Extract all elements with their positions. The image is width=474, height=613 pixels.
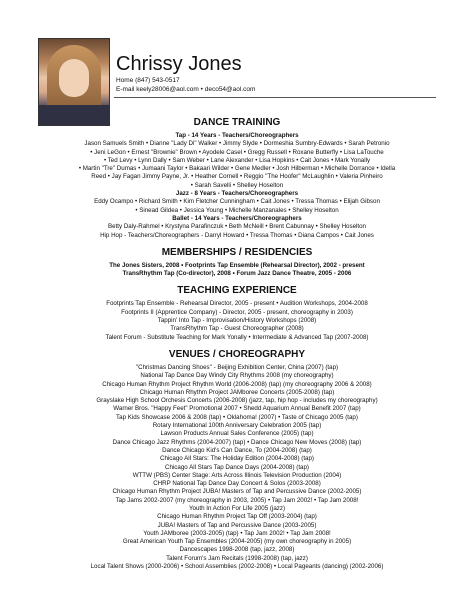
- teaching-line: Footprints II (Apprentice Company) - Director, 2005 - present, choreography in 2003): [121, 308, 353, 316]
- teaching-line: Footprints Tap Ensemble - Rehearsal Director, 2005 - present • Audition Workshops, 2004-2008: [106, 300, 368, 308]
- venue-line: Chicago Human Rhythm Project Tap Off (2003-2004) (tap): [157, 513, 317, 521]
- membership-line: TransRhythm Tap (Co-director), 2008 • Forum Jazz Dance Theatre, 2005 - 2006: [122, 270, 352, 278]
- training-line: Reed • Jay Fagan Jimmy Payne, Jr. • Heather Cornell • Reggio "The Hoofer" McLaughlin • Valeria Pinheiro: [91, 173, 383, 181]
- section-title-dance-training: DANCE TRAINING: [193, 117, 281, 128]
- venue-line: Local Talent Shows (2000-2006) • School Assemblies (2002-2008) • Local Pageants (dancing) (2002-2006): [90, 563, 384, 571]
- teaching-line: Tappin' Into Tap - Improvisation/History Workshops (2008): [157, 317, 317, 325]
- training-line: Jason Samuels Smith • Dianne "Lady Di" Walker • Jimmy Slyde • Dormeshia Sumbry-Edwards • Sarah Petronio: [84, 140, 390, 148]
- profile-photo: [38, 38, 110, 126]
- candidate-name: Chrissy Jones: [116, 53, 242, 75]
- resume-body: [36, 116, 438, 571]
- venue-line: "Christmas Dancing Shoes" - Beijing Exhibition Center, China (2007) (tap): [135, 363, 339, 371]
- training-line: • Martin "Tre" Dumas • Jumaani Taylor • Bakaari Wilder • Gene Medler • Josh Hilberman • Michelle Dorrance • Idella: [78, 165, 396, 173]
- section-title-venues: VENUES / CHOREOGRAPHY: [168, 348, 306, 360]
- training-line: Jazz - 8 Years - Teachers/Choreographers: [175, 190, 299, 198]
- venue-line: Dance Chicago Jazz Rhythms (2004-2007) (tap) • Dance Chicago New Moves (2008) (tap): [112, 438, 362, 446]
- venue-line: CHRP National Tap Dance Day Concert & Solos (2003-2008): [153, 480, 321, 488]
- venue-line: Tap Jams 2002-2007 (my choreography in 2003, 2005) • Tap Jam 2002! • Tap Jam 2008!: [115, 496, 359, 504]
- email-addresses: E-mail keely28006@aol.com • deco54@aol.com: [116, 86, 256, 93]
- venue-line: Chicago Human Rhythm Project Rhythm World (2006-2008) (tap) (my choreography 2006 & 2008): [102, 380, 372, 388]
- venue-line: Grayslake High School Orchesis Concerts (2006-2008) (jazz, tap, hip hop - includes my choreography): [96, 397, 378, 405]
- venue-line: Dancescapes 1998-2008 (tap, jazz, 2008): [179, 546, 295, 554]
- venue-line: Great American Youth Tap Ensembles (2004-2005) (my own choreography in 2005): [122, 538, 352, 546]
- teaching-line: Talent Forum - Substitute Teaching for Mark Yonally • Intermediate & Advanced Tap (2007-2008): [105, 333, 369, 341]
- venue-line: Chicago Human Rhythm Project JAMboree Concerts (2005-2008) (tap): [139, 388, 335, 396]
- venue-line: Chicago All Stars Tap Dance Days (2004-2008) (tap): [165, 463, 309, 471]
- venue-line: Lawson Products Annual Sales Conference (2005) (tap): [160, 430, 314, 438]
- venue-line: Chicago All Stars: The Holiday Edition (2004-2008) (tap): [160, 455, 314, 463]
- home-phone: Home (847) 543-0517: [116, 77, 180, 84]
- venue-line: Dance Chicago Kid's Can Dance, To (2004-2008) (tap): [162, 446, 312, 454]
- header-divider: [114, 97, 436, 98]
- venue-line: Youth JAMboree (2003-2005) (tap) • Tap Jam 2002! • Tap Jam 2008!: [143, 529, 331, 537]
- training-line: • Sarah Savelli • Shelley Hoselton: [190, 181, 284, 189]
- training-line: • Jeni LeGon • Ernest "Brownie" Brown • Ayodele Casel • Gregg Russell • Roxane Butterfly • Lisa LaTouche: [90, 148, 384, 156]
- training-line: Tap - 14 Years - Teachers/Choreographers: [175, 132, 299, 139]
- training-line: • Sinead Gildea • Jessica Young • Michelle Manzanales • Shelley Hoselton: [135, 206, 339, 214]
- venue-line: Rotary International 100th Anniversary Celebration 2005 (tap): [152, 422, 322, 430]
- training-line: Betty Daly-Rahmel • Krystyna Parafinczuk • Beth McNeill • Brent Cabunnay • Shelley Hoselton: [108, 223, 366, 231]
- membership-line: The Jones Sisters, 2008 • Footprints Tap Ensemble (Rehearsal Director), 2002 - present: [109, 261, 365, 269]
- venue-line: Youth In Action For Life 2005 (jazz): [188, 504, 286, 512]
- venue-line: Chicago Human Rhythm Project JUBA! Masters of Tap and Percussive Dance (2002-2005): [112, 488, 362, 496]
- teaching-line: TransRhythm Tap - Guest Choreographer (2008): [170, 325, 304, 333]
- section-title-teaching: TEACHING EXPERIENCE: [177, 285, 297, 297]
- venue-line: WTTW (PBS) Center Stage: Arts Across Illinois Television Production (2004): [132, 471, 342, 479]
- training-line: Eddy Ocampo • Richard Smith • Kim Fletcher Cunningham • Cait Jones • Tressa Thomas • Elijah Gibson: [94, 198, 380, 206]
- contact-info: [116, 76, 255, 94]
- training-line: • Ted Levy • Lynn Dally • Sam Weber • Lane Alexander • Lisa Hopkins • Cait Jones • Mark Yonally: [103, 156, 371, 164]
- venue-line: National Tap Dance Day Windy City Rhythms 2008 (my choreography): [140, 372, 334, 380]
- training-line: Ballet - 14 Years - Teachers/Choreographers: [172, 214, 302, 222]
- venue-line: Warner Bros. "Happy Feet" Promotional 2007 • Shedd Aquarium Annual Benefit 2007 (tap): [113, 405, 361, 413]
- venue-line: Tap Kids Showcase 2006 & 2008 (tap) • Oklahoma! (2007) • Taste of Chicago 2005 (tap): [116, 413, 358, 421]
- section-title-memberships: MEMBERSHIPS / RESIDENCIES: [161, 246, 313, 258]
- venue-line: JUBA! Masters of Tap and Percussive Dance (2003-2005): [157, 521, 317, 529]
- venue-line: Talent Forum's Jam Recitals (1998-2008) (tap, jazz): [166, 554, 308, 562]
- training-line: Hip Hop - Teachers/Choreographers - Darryl Howard • Tressa Thomas • Diana Campos • Cait Jones: [100, 231, 374, 239]
